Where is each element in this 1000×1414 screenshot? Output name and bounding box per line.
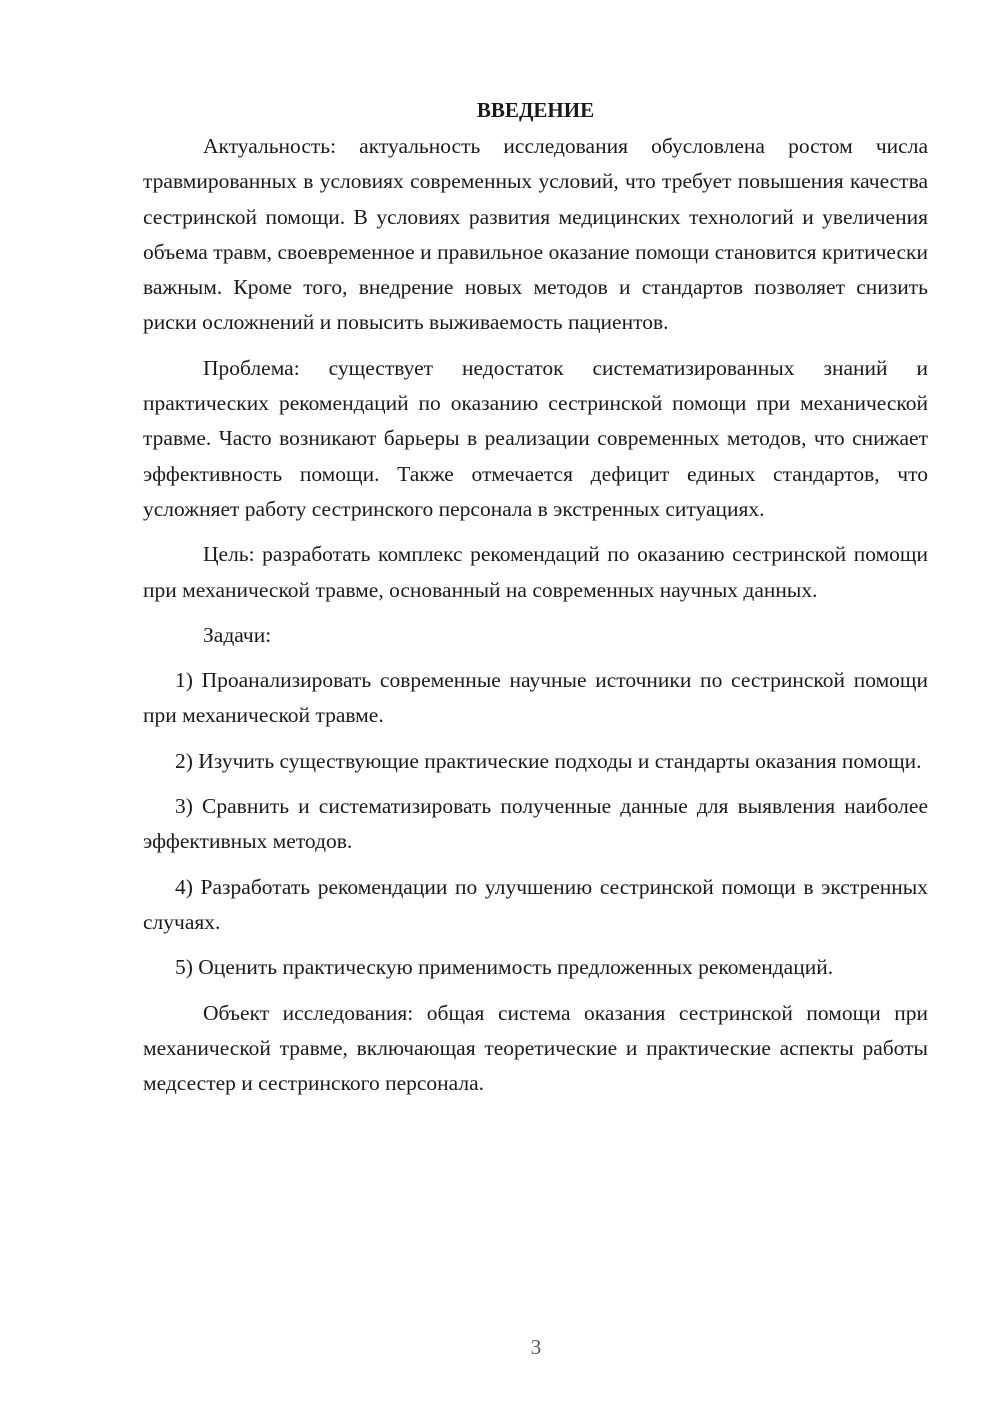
task-item-4: 4) Разработать рекомендации по улучшению сестринской помощи в экстренных случаях.	[143, 874, 928, 934]
task-item-5: 5) Оценить практическую применимость предложенных рекомендаций.	[175, 955, 834, 980]
paragraph-problem: Проблема: существует недостаток систематизированных знаний и практических рекомендаций по оказанию сестринской помощи при механической травме. Часто возникают барьеры в реализации современных методов, что снижает эффективность помощи. Также отмечается дефицит единых стандартов, что усложняет работу сестринского персонала в экстренных ситуациях.	[143, 355, 928, 521]
task-item-3: 3) Сравнить и систематизировать полученные данные для выявления наиболее эффективных методов.	[143, 794, 928, 854]
page-number: 3	[530, 1335, 542, 1359]
paragraph-relevance: Актуальность: актуальность исследования обусловлена ростом числа травмированных в условиях современных условий, что требует повышения качества сестринской помощи. В условиях развития медицинских технологий и увеличения объема травм, своевременное и правильное оказание помощи становится критически важным. Кроме того, внедрение новых методов и стандартов позволяет снизить риски осложнений и повысить выживаемость пациентов.	[143, 134, 928, 335]
document-body	[143, 93, 928, 1101]
paragraph-object: Объект исследования: общая система оказания сестринской помощи при механической травме, включающая теоретические и практические аспекты работы медсестер и сестринского персонала.	[143, 1000, 928, 1096]
task-item-2: 2) Изучить существующие практические подходы и стандарты оказания помощи.	[175, 748, 922, 773]
paragraph-goal: Цель: разработать комплекс рекомендаций по оказанию сестринской помощи при механической травме, основанный на современных научных данных.	[143, 542, 928, 602]
page-title: ВВЕДЕНИЕ	[476, 98, 595, 122]
tasks-heading: Задачи:	[203, 622, 272, 647]
task-item-1: 1) Проанализировать современные научные источники по сестринской помощи при механической травме.	[143, 668, 928, 728]
tasks-list	[143, 663, 928, 985]
